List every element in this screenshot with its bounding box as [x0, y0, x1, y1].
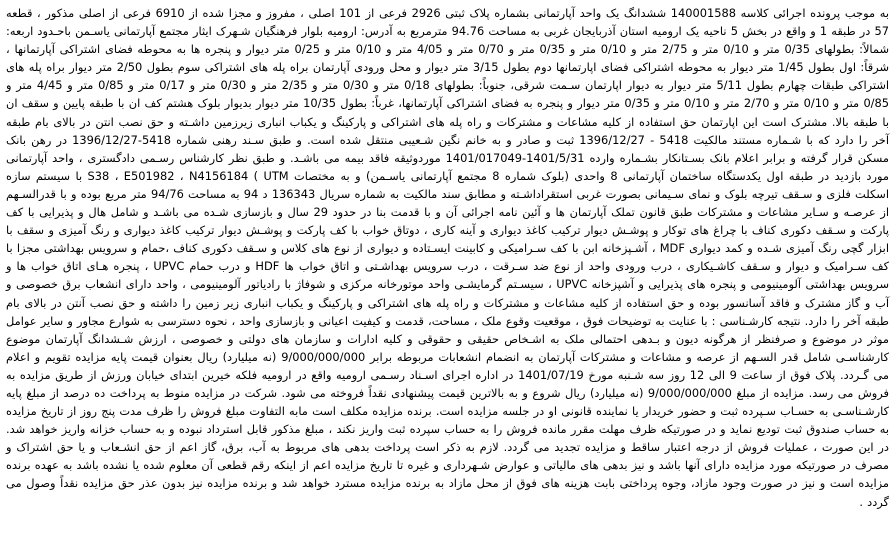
auction-notice-text: به موجب پرونده اجرائی کلاسه 140001588 ششدانگ یک واحد آپارتمانی بشماره پلاک ثبتی 2926 فرعی از 101 اصلی ، مفروز و مجزا شده از 6910 فرعی از اصلی مذکور ، قطعه 57 در طبقه 1 و واقع در بخش 5 ناحیه یک ارومیه استان آذربایجان غربی به مساحت 94.76 مترمربع به آدرس: ارومیه بلوار فرهنگیان شـهرک ایثار مجتمع آپارتمانی یاسـمن باحـدود اربعه: شمالاً: بطولهای 0/35 متر و 0/10 متر و 2/75 متر و 0/10 متر و 0/35 متر و 0/70 متر و 4/05 متر و 0/10 متر و 0/25 متر دیوار و پنجره ها به محوطه فضای اشتراکی آپارتمانها ، شرقاً: اول بطول 1/45 متر دیوار به محوطه اشتراکی فضای اپارتمانها دوم بطول 3/15 متر دیوار و محل ورودی آپارتمان براه پله های اشتراکی سوم بطول 2/50 متر دیوار براه پله های اشتراکی طبقات چهارم بطول 5/11 متر دیوار به دیوار اپارتمان سـمت شرقی، جنوباً: بطولهای 0/18 متر و 0/30 متر و 2/35 متر و 0/30 متر و 0/17 متر و 0/85 متر و 4/45 متر و 0/85 متر و 0/10 متر و 2/70 متر و 0/10 متر و 0/35 متر دیوار و پنجره به فضای اشتراکی آپارتمانها، غرباً: بطول 10/35 متر دیوار بدیوار بلوک هشتم کف ان با طبقه پایین و سقف ان با طبقه بالا. مشترک است این اپارتمان حق استفاده از کلیه مشاعات و مشترکات و راه پله های اشتراکی و پارکینگ و یکباب انباری زیرزمین داشـته و حق نصب انتن در بالای بام طبقه آخر را دارد که با شـماره مستند مالکیت 5418 - 1396/12/27 ثبت و صادر و به خانم نگین شـعیبی منتقل شده است. و طبق سـند رهنی شماره 5418-1396/12/27 در رهن بانک مسکن قرار گرفته و برابر اعلام بانک بسـتانکار بشـماره وارده 1401/5/31-1401/017049 موردوثیقه فاقد بیمه می باشـد. و طبق نظر کارشناس رسـمی دادگستری ، واحد آپارتمانی مورد بازدید در طبقه اول یکدستگاه ساختمان آپارتمانی 8 واحدی (بلوک شماره 8 مجتمع آپارتمانی یاسـمن) و به مختصات S38 ، E501982 ، N4156184 ( UTM با سیستم سازه اسکلت فلزی و سـقف تیرچه بلوک و نمای سـیمانی بصورت غربی استقراداشـته و مطابق سند مالکیت به شماره سریال 136343 د 94 به مساحت 94/76 متر مربع بوده و با قدرالسـهم از عرصـه و سـایر مشاعات و مشترکات طبق قانون تملک آپارتمان ها و آئین نامه اجرائی آن و با قدمت بنا در حدود 29 سال و بازسازی شـده می باشـد و شامل هال و پذیرایی با کف پارکت و سـقف دکوری کناف با چراغ های توکار و پوشـش دیوار ترکیب کاغذ دیواری و آینه کاری ، دوتاق خواب با کف پارکت و پوشـش دیوار ترکیب کاغذ دیواری و رنگ آمیزی و سقف با ابزار گچی رنگ آمیزی شـده و کمد دیواری MDF ، آشـپزخانه ابن با کف سـرامیکی و کابینت ایسـتاده و دیواری از نوع های کلاس و سـقف دکوری کناف ،حمام و سرویس بهداشتی مجزا با کف سـرامیک و دیوار و سـقف کاشـیکاری ، درب ورودی واحد از نوع ضد سـرقت ، درب سرویس بهداشـتی و اتاق خواب ها HDF و درب حمام UPVC ، پنجره هـای اتاق خواب ها و سرویس بهداشتی آلومینیومی و پنجره های پذیرایی و آشپزخانه UPVC ، سیسـتم گرمایشـی واحد موتورخانه مرکزی و شوفاژ با رادیاتور آلومینیومی ، واحد دارای انشعاب برق خصوصی و آب و گاز مشترک و فاقد آسانسور بوده و حق استفاده از کلیه مشاعات و مشترکات و راه پله های اشتراکی و پارکینگ و یکباب انباری زیر زمین را داشته و حق نصب آنتن در بالای بام طبقه آخر را دارد. نتیجه کارشـناسی : با عنایت به توضیحات فوق ، موقعیت وقوع ملک ، مساحت، قدمت و کیفیت اعیانی و بازسازی واحد ، نحوه دسترسی به شوارع مجاور و سایر عوامل موثر در موضوع و صرفنظر از هرگونه دیون و بـدهی احتمالی ملک به اشـخاص حقیقی و حقوقی و کلیه ادارات و سازمان های دولتی و خصوصی ، ارزش شـشدانگ آپارتمان موضوع کارشناسـی شامل قدر السـهم از عرصه و مشاعات و مشترکات آپارتمان به انضمام انشعابات مربوطه برابر 9/000/000/000 (نه میلیارد) ریال بعنوان قیمت پایه مزایده تقویم و اعلام می گـردد. پلاک فوق از ساعت 9 الی 12 روز سه شـنبه مورخ 1401/07/19 در اداره اجرای اسـناد رسـمی ارومیه واقع در ارومیه فلکه خیرین ابتدای خیابان ورزش از طریق مزایده به فروش می رسد. مزایده از مبلغ 9/000/000/000 (نه میلیارد) ریال شروع و به بالاترین قیمت پیشنهادی نقداً فروخته می شود. شرکت در مزایده منوط به پرداخت ده درصد از مبلغ پایه کارشـناسـی به حسـاب سـپرده ثبت و حضور خریدار یا نماینده قانونی او در جلسه مزایده است. برنده مزایده مکلف است مابه التفاوت مبلغ فروش را ظرف مدت پنج روز از تاریخ مزایده به حساب صندوق ثبت تودیع نماید و در صورتیکه ظرف مهلت مقرر مانده فروش را به حساب سپرده ثبت واریز نکند ، مبلغ مذکور قابل استرداد نبوده و به حساب خزانه واریز خواهد شد. در این صورت ، عملیات فروش از درجه اعتبار ساقط و مزایده تجدید می گردد. لازم به ذکر است پرداخت بدهی های مربوط به آب، برق، گاز اعم از حق انشـعاب و یا حق اشتراک و مصرف در صورتیکه مورد مزایده دارای آنها باشد و نیز بدهی های مالیاتی و عوارض شـهرداری و غیره تا تاریخ مزایده اعم از اینکه رقم قطعی آن معلوم شده یا نشده باشد به عهده برنده مزایده است و نیز در صورت وجود مازاد، وجوه پرداختی بابت هزینه های فوق از محل مازاد به برنده مزایده مسترد خواهد شد و برنده مزایده نیز بدون عذر حق مزایده نقداً وصول می گردد .: [6, 6, 890, 509]
